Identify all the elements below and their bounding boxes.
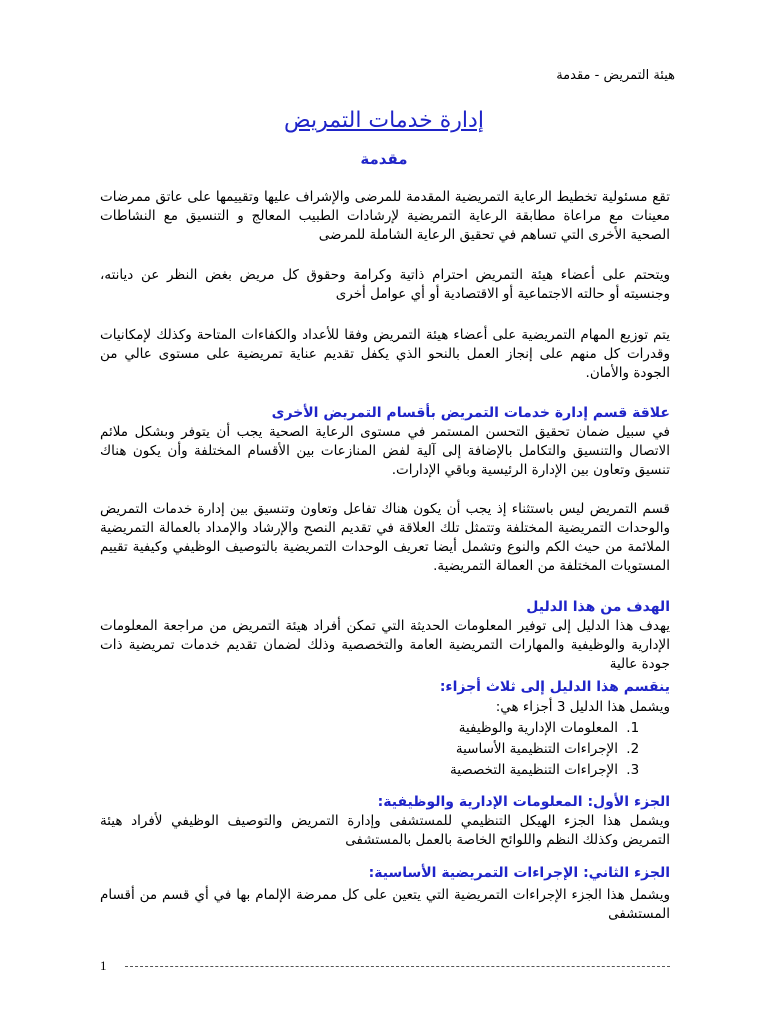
section-heading-parts: ينقسم هذا الدليل إلى ثلاث أجزاء: bbox=[439, 679, 670, 695]
header-note: هيئة التمريض - مقدمة bbox=[556, 68, 675, 83]
relation-paragraph-1: في سبيل ضمان تحقيق التحسن المستمر في مستوى الرعاية الصحية يجب أن يتوفر وبشكل ملائم الاتصال والتنسيق والتكامل بالإضافة إلى آلية لفض المنازعات بين الأقسام المختلفة وأن يكون هناك تنسيق وتعاون بين الإدارة الرئيسية وباقي الإدارات. bbox=[100, 424, 670, 478]
part-two-paragraph: ويشمل هذا الجزء الإجراءات التمريضية التي يتعين على كل ممرضة الإلمام بها في أي قسم من أقسام المستشفى bbox=[100, 887, 670, 922]
intro-paragraph-1: تقع مسئولية تخطيط الرعاية التمريضية المقدمة للمرضى والإشراف عليها وتقييمها على عاتق ممرضات معينات مع مراعاة مطابقة الرعاية التمريضية لإرشادات الطبيب المعالج و التنسيق مع النشاطات الصحية الأخرى التي تساهم في تحقيق الرعاية الشاملة للمرضى bbox=[100, 189, 670, 243]
list-item: 2. الإجراءات التنظيمية الأساسية bbox=[100, 739, 622, 760]
section-heading-relation: علاقة قسم إدارة خدمات التمريض بأقسام التمريض الأخرى bbox=[271, 405, 670, 421]
page-title: إدارة خدمات التمريض bbox=[284, 108, 484, 133]
goal-paragraph: يهدف هذا الدليل إلى توفير المعلومات الحديثة التي تمكن أفراد هيئة التمريض من مراجعة المعلومات الإدارية والوظيفية والمهارات التمريضية العامة والتخصصية وذلك لضمان تقديم خدمات تمريضية ذات جودة عالية bbox=[100, 618, 670, 672]
part-two-heading: الجزء الثاني: الإجراءات التمريضية الأساسية: bbox=[368, 865, 670, 881]
intro-paragraph-3: يتم توزيع المهام التمريضية على أعضاء هيئة التمريض وفقا للأعداد والكفاءات المتاحة وكذلك لإمكانيات وقدرات كل منهم على إنجاز العمل بالنحو الذي يكفل تقديم عناية تمريضية على مستوى عالي من الجودة والأمان. bbox=[100, 327, 670, 381]
list-item: 1. المعلومات الإدارية والوظيفية bbox=[100, 718, 622, 739]
parts-intro: ويشمل هذا الدليل 3 أجزاء هي: bbox=[495, 699, 670, 715]
parts-list bbox=[100, 718, 670, 781]
section-heading-goal: الهدف من هذا الدليل bbox=[526, 599, 670, 615]
page-number: 1 bbox=[100, 958, 107, 973]
footer-divider bbox=[125, 966, 670, 967]
part-one-heading: الجزء الأول: المعلومات الإدارية والوظيفية: bbox=[377, 794, 670, 810]
parts-list-block bbox=[100, 697, 670, 781]
intro-paragraph-2: ويتحتم على أعضاء هيئة التمريض احترام ذاتية وكرامة وحقوق كل مريض بغض النظر عن ديانته، وجنسيته أو حالته الاجتماعية أو الاقتصادية أو أي عوامل أخرى bbox=[100, 267, 670, 302]
page-subtitle: مقدمة bbox=[360, 150, 408, 168]
relation-paragraph-2: قسم التمريض ليس باستثناء إذ يجب أن يكون هناك تفاعل وتعاون وتنسيق بين إدارة خدمات التمريض والوحدات التمريضية المختلفة وتتمثل تلك العلاقة في تقديم النصح والإرشاد والإمداد بالعمالة التمريضية الملائمة من حيث الكم والنوع وتشمل أيضا تعريف الوحدات التمريضية بالتوصيف الوظيفي وكيفية تقييم المستويات المختلفة من العمالة التمريضية. bbox=[100, 501, 670, 574]
list-item: 3. الإجراءات التنظيمية التخصصية bbox=[100, 760, 622, 781]
part-one-paragraph: ويشمل هذا الجزء الهيكل التنظيمي للمستشفى وإدارة التمريض والتوصيف الوظيفي لأفراد هيئة التمريض وكذلك النظم واللوائح الخاصة بالعمل بالمستشفى bbox=[100, 813, 670, 848]
